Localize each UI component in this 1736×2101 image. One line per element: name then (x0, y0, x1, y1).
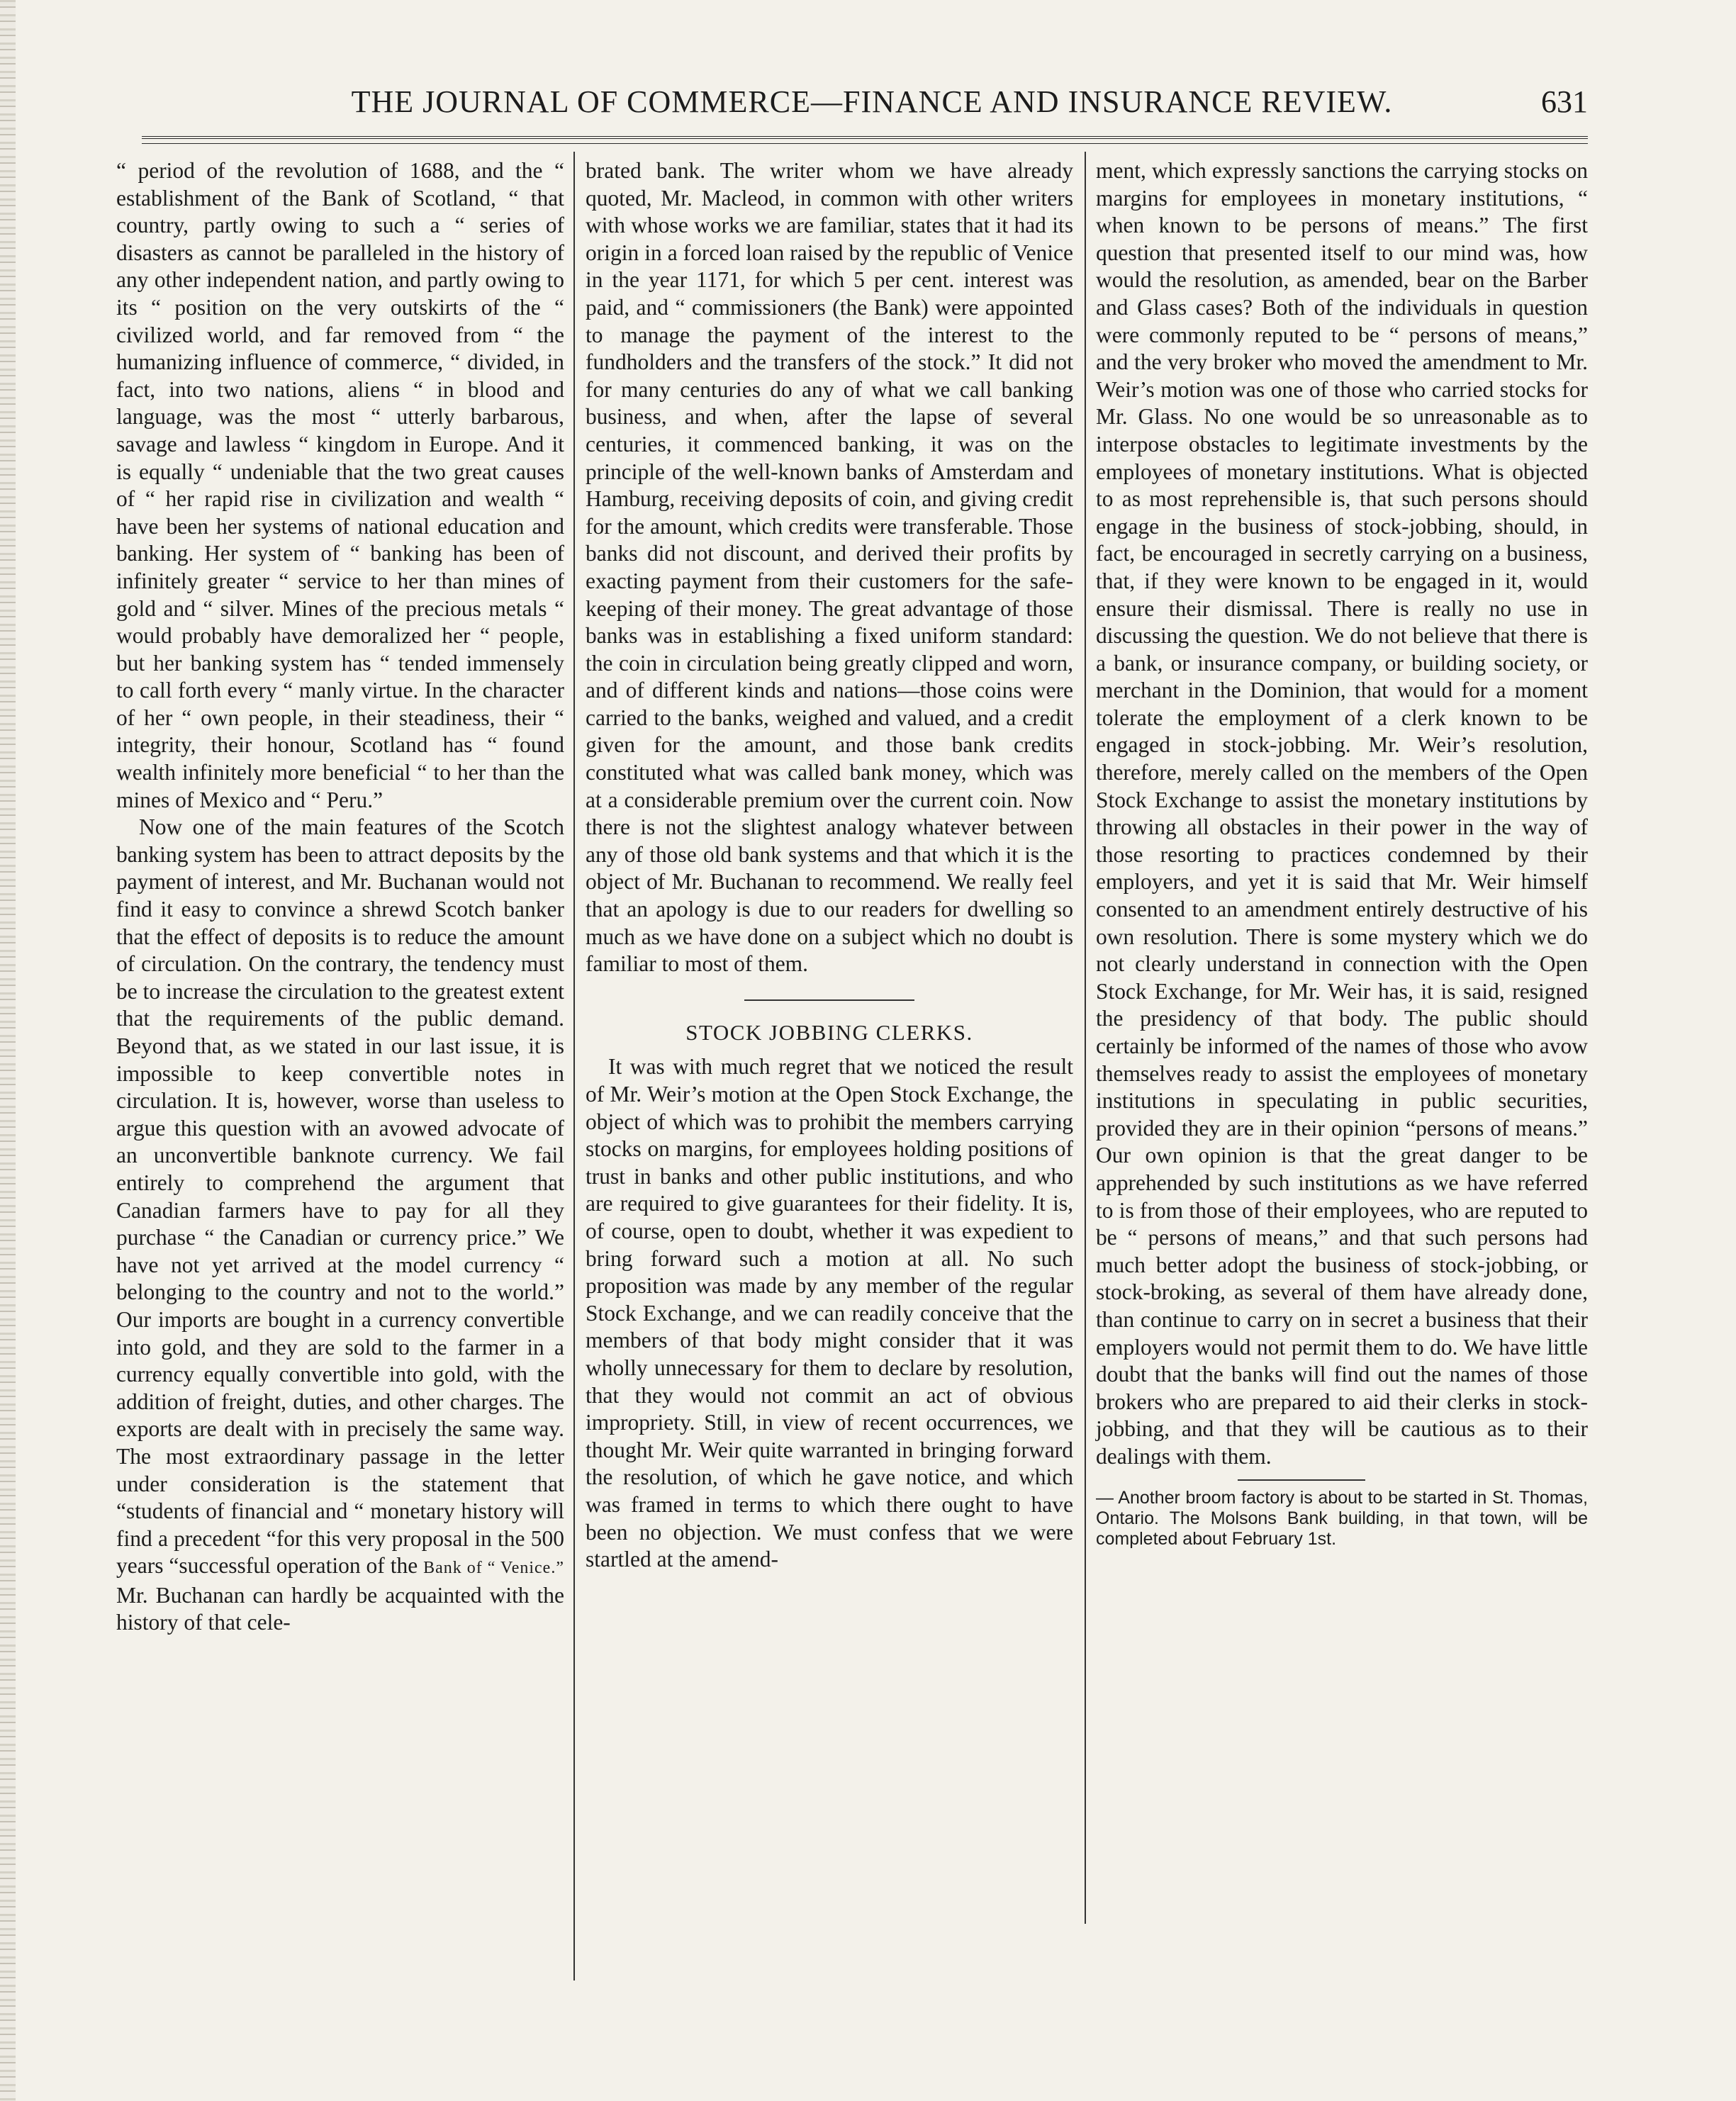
column-divider-1 (573, 152, 575, 1980)
paragraph-stock-jobbing: It was with much regret that we noticed the result of Mr. Weir’s motion at the Open Stock Exchange, the object of which was to prohibit the members carrying stocks on margins, for employees holding positions of trust in banks and other public institutions, and who are required to give guarantees for their fidelity. It is, of course, open to doubt, whether it was expedient to bring forward such a motion at all. No such proposition was made by any member of the regular Stock Exchange, and we can readily conceive that the members of that body might consider that it was wholly unnecessary for them to declare by resolution, that they would not commit an act of obvious impropriety. Still, in view of recent occurrences, we thought Mr. Weir quite warranted in bringing forward the resolution, of which he gave notice, and which was framed in terms to which there ought to have been no objection. We must confess that we were startled at the amend- (586, 1054, 1073, 1572)
section-divider (744, 999, 914, 1001)
paragraph-amendment: ment, which expressly sanctions the carrying stocks on margins for employees in monetary institutions, “ when known to be persons of means.” The first question that presented itself to our mind was, how would the resolution, as amended, bear on the Barber and Glass cases? Both of the individuals in question were commonly reputed to be “ persons of means,” and the very broker who moved the amendment to Mr. Weir’s motion was one of those who carried stocks for Mr. Glass. No one would be so unreasonable as to interpose obstacles to legitimate investments by the employees of monetary institutions. What is objected to as most reprehensible is, that such persons should engage in the business of stock-jobbing, should, in fact, be encouraged in secretly carrying on a business, that, if they were known to be engaged in it, would ensure their dismissal. There is really no use in discussing the question. We do not believe that there is a bank, or insurance company, or building society, or merchant in the Dominion, that would for a moment tolerate the employment of a clerk known to be engaged in stock-jobbing. Mr. Weir’s resolution, therefore, merely called on the members of the Open Stock Exchange to assist the monetary institutions by throwing all obstacles in their power in the way of those resorting to practices condemned by their employers, and yet it is said that Mr. Weir himself consented to an amendment entirely destructive of his own resolution. There is some mystery which we do not clearly understand in connection with the Open Stock Exchange, for Mr. Weir has, it is said, resigned the presidency of that body. The public should certainly be informed of the names of those who avow themselves ready to assist the employees of monetary institutions in speculating in public securities, provided they are in their opinion “persons of means.” Our own opinion is that the great danger to be apprehended by such institutions as we have referred to is from those of their employees, who are reputed to be “ persons of means,” and that such persons had much better adopt the business of stock-jobbing, or stock-broking, as several of them have already done, than continue to carry on in secret a business that their employers would not permit them to do. We have little doubt that the banks will find out the names of those brokers who are prepared to aid their clerks in stock-jobbing, and that they will be cautious as to their dealings with them. (1096, 158, 1588, 1469)
page-header (142, 84, 1588, 133)
news-note: — Another broom factory is about to be started in St. Thomas, Ontario. The Molsons Bank building, in that town, will be completed about February 1st. (1096, 1487, 1588, 1549)
column-divider-2 (1085, 152, 1086, 1924)
column-1 (116, 157, 564, 1637)
page-number: 631 (1541, 84, 1588, 119)
column-2 (586, 157, 1073, 1574)
section-title: STOCK JOBBING CLERKS. (685, 1019, 973, 1045)
journal-title: THE JOURNAL OF COMMERCE—FINANCE AND INSURANCE REVIEW. (351, 84, 1393, 119)
header-rule (142, 136, 1588, 144)
bank-of-venice-smallcaps: Bank of “ Venice.” (423, 1559, 564, 1578)
column-3 (1096, 157, 1588, 1550)
paragraph-venice-bank: brated bank. The writer whom we have already quoted, Mr. Macleod, in common with other writers with whose works we are familiar, states that it had its origin in a forced loan raised by the republic of Venice in the year 1171, for which 5 per cent. interest was paid, and “ commissioners (the Bank) were appointed to manage the payment of the interest to the fundholders and the transfers of the stock.” It did not for many centuries do any of what we call banking business, and when, after the lapse of several centuries, it commenced banking, it was on the principle of the well-known banks of Amsterdam and Hamburg, receiving deposits of coin, and giving credit for the amount, which credits were transferable. Those banks did not discount, and derived their profits by exacting payment from their customers for the safe-keeping of their money. The great advantage of those banks was in establishing a fixed uniform standard: the coin in circulation being greatly clipped and worn, and of different kinds and nations—those coins were carried to the banks, weighed and valued, and a credit given for the amount, and those bank credits constituted what was called bank money, which was at a considerable premium over the current coin. Now there is not the slightest analogy whatever between any of those old bank systems and that which it is the object of Mr. Buchanan to recommend. We really feel that an apology is due to our readers for dwelling so much as we have done on a subject which no doubt is familiar to most of them. (586, 158, 1073, 977)
scan-edge (0, 0, 16, 2101)
paragraph-scotch-banking (116, 814, 564, 1637)
paragraph-quote: “ period of the revolution of 1688, and the “ establishment of the Bank of Scotland, “ that country, partly owing to such a “ series of disasters as cannot be paralleled in the history of any other independent nation, and partly owing to its “ position on the very outskirts of the “ civilized world, and far removed from “ the humanizing influence of commerce, “ divided, in fact, into two nations, aliens “ in blood and language, was the most “ utterly barbarous, savage and lawless “ kingdom in Europe. And it is equally “ undeniable that the two great causes of “ her rapid rise in civilization and wealth “ have been her systems of national education and banking. Her system of “ banking has been of infinitely greater “ service to her than mines of gold and “ silver. Mines of the precious metals “ would probably have demoralized her “ people, but her banking system has “ tended immensely to call forth every “ manly virtue. In the character of her “ own people, in their steadiness, their “ integrity, their honour, Scotland has “ found wealth infinitely more beneficial “ to her than the mines of Mexico and “ Peru.” (116, 158, 564, 812)
paragraph-text-end: Mr. Buchanan can hardly be acquainted with the history of that cele- (116, 1582, 564, 1635)
paragraph-text: Now one of the main features of the Scotch banking system has been to attract deposits by the payment of interest, and Mr. Buchanan would not find it easy to convince a shrewd Scotch banker that the effect of deposits is to reduce the amount of circulation. On the contrary, the tendency must be to increase the circulation to the greatest extent that the requirements of the public demand. Beyond that, as we stated in our last issue, it is impossible to keep convertible notes in circulation. It is, however, worse than useless to argue this question with an avowed advocate of an unconvertible banknote currency. We fail entirely to comprehend the argument that Canadian farmers have to pay for all they purchase “ the Canadian or currency price.” We have not yet arrived at the model currency “ belonging to the country and not to the world.” Our imports are bought in a currency convertible into gold, and they are sold to the farmer in a currency equally convertible into gold, with the addition of freight, duties, and other charges. The exports are dealt with in precisely the same way. The most extraordinary passage in the letter under consideration is the statement that “students of financial and “ monetary history will find a precedent “for this very proposal in the 500 years “successful operation of the (116, 814, 564, 1579)
note-divider (1238, 1479, 1365, 1481)
